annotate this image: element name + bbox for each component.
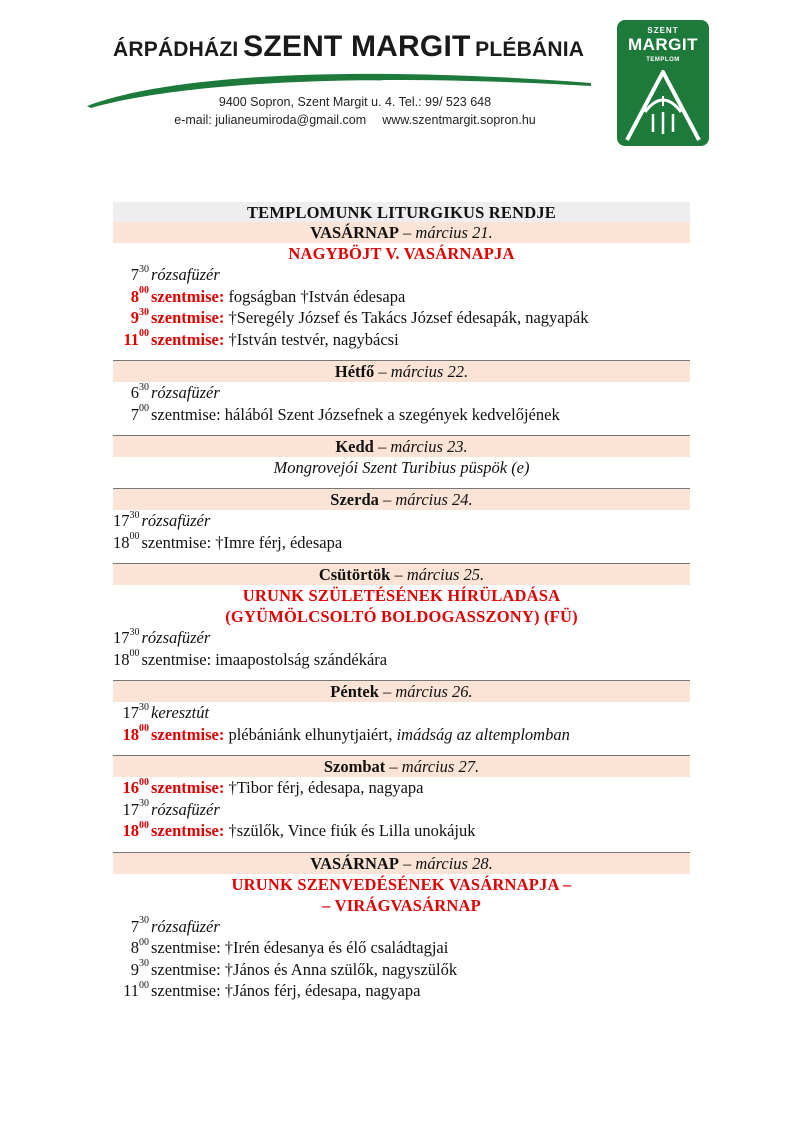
feast-title: NAGYBÖJT V. VASÁRNAPJA xyxy=(288,244,515,263)
intention-text: †István testvér, nagybácsi xyxy=(224,329,399,349)
schedule-item xyxy=(113,820,690,842)
time-hour: 6 xyxy=(130,383,139,402)
intention-text: hálából Szent Józsefnek a szegények kedvelőjének xyxy=(220,404,560,424)
schedule-item xyxy=(113,916,690,938)
title-prefix: ÁRPÁDHÁZI xyxy=(113,38,239,61)
time-minute: 00 xyxy=(139,403,149,414)
mass-label: szentmise: xyxy=(141,532,212,552)
time-hour: 17 xyxy=(122,799,139,819)
intention xyxy=(221,405,560,424)
feast-title: URUNK SZÜLETÉSÉNEK HÍRÜLADÁSA xyxy=(242,586,561,605)
intention-text: †szülők, Vince fiúk és Lilla unokájuk xyxy=(224,821,476,840)
schedule-item xyxy=(113,959,690,981)
devotion-label: rózsafüzér xyxy=(151,916,220,936)
day-name: VASÁRNAP xyxy=(310,223,399,242)
day-name: Csütörtök xyxy=(318,565,391,584)
intention xyxy=(211,533,342,552)
day-separator: – xyxy=(398,853,416,873)
day-header xyxy=(113,360,690,382)
intention xyxy=(224,821,475,840)
feast-title: – VIRÁGVASÁRNAP xyxy=(322,895,481,915)
time-hour: 18 xyxy=(113,649,130,669)
mass-label: szentmise: xyxy=(151,821,225,840)
mass-label: szentmise: xyxy=(151,286,225,306)
schedule-item xyxy=(113,264,690,286)
time xyxy=(113,916,149,938)
time-minute: 00 xyxy=(139,979,149,991)
day-name: Péntek xyxy=(330,682,379,701)
day-header xyxy=(113,222,690,243)
schedule-item xyxy=(113,702,690,724)
time-hour: 16 xyxy=(122,778,139,797)
time-minute: 30 xyxy=(139,381,149,393)
time xyxy=(113,627,140,649)
schedule-item xyxy=(113,937,690,959)
intention xyxy=(224,308,588,327)
day-separator: – xyxy=(378,490,396,509)
time-hour: 18 xyxy=(113,532,130,552)
church-icon xyxy=(623,66,703,144)
day-date: március 28. xyxy=(415,853,493,873)
schedule-item xyxy=(113,724,690,746)
day-separator: – xyxy=(374,362,391,381)
intention-text: †János férj, édesapa, nagyapa xyxy=(220,981,421,1000)
day-name: Hétfő xyxy=(334,362,375,381)
day-date: március 21. xyxy=(415,223,493,242)
contact-address: 9400 Sopron, Szent Margit u. 4. Tel.: 99/ 523 648 xyxy=(218,95,492,109)
contact-online xyxy=(120,113,590,127)
day-separator: – xyxy=(378,682,396,701)
title-suffix: PLÉBÁNIA xyxy=(475,38,585,61)
day-date: március 25. xyxy=(406,565,485,584)
day-header xyxy=(113,488,690,510)
time xyxy=(113,404,149,426)
time-minute: 00 xyxy=(139,776,149,788)
day-header xyxy=(113,755,690,777)
mass-label: szentmise: xyxy=(151,981,221,1000)
time-minute: 30 xyxy=(129,509,140,521)
devotion-label: keresztút xyxy=(151,703,210,722)
schedule-item xyxy=(113,286,690,308)
day-items xyxy=(113,627,690,680)
day-items xyxy=(113,916,690,1012)
liturgical-schedule xyxy=(113,202,690,1012)
time-minute: 30 xyxy=(139,263,149,275)
day-name: Szerda xyxy=(330,490,379,509)
schedule-item xyxy=(113,329,690,351)
parish-title xyxy=(113,30,593,64)
time-minute: 30 xyxy=(139,958,149,969)
mass-label: szentmise: xyxy=(151,959,221,979)
schedule-item xyxy=(113,404,690,426)
logo-text-szent: SZENT xyxy=(647,26,679,35)
day-separator: – xyxy=(398,223,416,242)
time-hour: 18 xyxy=(122,821,139,840)
schedule-item xyxy=(113,532,690,554)
time-hour: 7 xyxy=(130,265,139,284)
mass-label: szentmise: xyxy=(141,649,212,669)
day-header xyxy=(113,563,690,585)
devotion-label: rózsafüzér xyxy=(141,628,211,647)
time-hour: 8 xyxy=(130,938,139,957)
time xyxy=(113,777,149,799)
intention xyxy=(221,960,457,979)
time xyxy=(113,820,149,842)
time xyxy=(113,937,149,959)
time xyxy=(113,532,140,554)
day-items xyxy=(113,510,690,563)
intention-text: fogságban †István édesapa xyxy=(224,286,406,306)
time-hour: 9 xyxy=(130,959,139,979)
intention xyxy=(221,981,421,1000)
devotion-label: rózsafüzér xyxy=(151,799,220,819)
time xyxy=(113,724,149,746)
letterhead xyxy=(0,0,800,180)
schedule-item xyxy=(113,649,690,671)
intention-text: †Seregély József és Takács József édesapák, nagyapák xyxy=(224,308,589,327)
logo-text-templom: TEMPLOM xyxy=(646,57,680,63)
day-date: március 22. xyxy=(390,362,469,381)
feast-title: URUNK SZENVEDÉSÉNEK VASÁRNAPJA – xyxy=(231,874,572,894)
devotion-label: rózsafüzér xyxy=(151,265,220,284)
time xyxy=(113,286,149,308)
intention-extra: imádság az altemplomban xyxy=(396,724,570,744)
day-header xyxy=(113,680,690,702)
time-hour: 18 xyxy=(122,724,139,744)
time xyxy=(113,702,149,724)
intention xyxy=(224,287,405,306)
day-name: VASÁRNAP xyxy=(310,853,399,873)
time-minute: 30 xyxy=(139,701,149,713)
time-minute: 00 xyxy=(139,819,149,831)
time-minute: 00 xyxy=(139,723,149,734)
intention-text: imaapostolság szándékára xyxy=(211,649,388,669)
time-minute: 30 xyxy=(139,306,149,318)
logo-text-margit: MARGIT xyxy=(627,35,699,54)
intention xyxy=(224,330,398,349)
day-items xyxy=(113,382,690,435)
intention xyxy=(224,725,570,744)
time-minute: 00 xyxy=(139,936,149,948)
schedule-item xyxy=(113,510,690,532)
mass-label: szentmise: xyxy=(151,308,225,327)
intention xyxy=(211,650,387,669)
day-separator: – xyxy=(385,757,402,776)
mass-label: szentmise: xyxy=(151,329,225,349)
feast-title: (GYÜMÖLCSOLTÓ BOLDOGASSZONY) (FÜ) xyxy=(225,607,578,626)
mass-label: szentmise: xyxy=(151,778,225,797)
time xyxy=(113,329,149,351)
devotion-label: rózsafüzér xyxy=(151,383,220,402)
time-minute: 00 xyxy=(129,648,140,659)
time-hour: 9 xyxy=(130,308,139,327)
schedule-item xyxy=(113,777,690,799)
time xyxy=(113,382,149,404)
schedule-item xyxy=(113,980,690,1002)
title-main: SZENT MARGIT xyxy=(243,30,471,63)
parish-logo xyxy=(617,20,709,146)
mass-label: szentmise: xyxy=(151,724,225,744)
time-hour: 17 xyxy=(113,511,130,530)
time-hour: 7 xyxy=(130,404,139,424)
devotion-label: rózsafüzér xyxy=(141,511,211,530)
time-minute: 30 xyxy=(139,915,149,926)
schedule-title: TEMPLOMUNK LITURGIKUS RENDJE xyxy=(113,202,690,222)
intention xyxy=(224,778,423,797)
day-items xyxy=(113,264,690,360)
day-name: Szombat xyxy=(323,757,386,776)
mass-label: szentmise: xyxy=(151,404,221,424)
intention-text: †Imre férj, édesapa xyxy=(211,532,343,552)
day-date: március 23. xyxy=(390,437,468,456)
intention-text: †Irén édesanya és élő családtagjai xyxy=(220,938,449,957)
website-link[interactable]: www.szentmargit.sopron.hu xyxy=(382,113,536,127)
day-header xyxy=(113,435,690,457)
time xyxy=(113,980,149,1002)
schedule-item xyxy=(113,799,690,821)
time xyxy=(113,959,149,981)
time-hour: 11 xyxy=(123,329,139,349)
saint-memorial: Mongrovejói Szent Turibius püspök (e) xyxy=(273,458,530,477)
time xyxy=(113,649,140,671)
day-header xyxy=(113,852,690,874)
time-minute: 30 xyxy=(139,798,149,809)
intention-text: plébániánk elhunytjaiért, xyxy=(224,724,397,744)
schedule-item xyxy=(113,307,690,329)
time-hour: 17 xyxy=(122,703,139,722)
time-hour: 11 xyxy=(123,981,139,1000)
day-date: március 27. xyxy=(401,757,480,776)
intention xyxy=(221,938,449,957)
intention-text: †János és Anna szülők, nagyszülők xyxy=(220,959,458,979)
time-hour: 7 xyxy=(130,916,139,936)
day-items xyxy=(113,777,690,852)
intention-text: †Tibor férj, édesapa, nagyapa xyxy=(224,778,424,797)
time xyxy=(113,510,140,532)
time-minute: 00 xyxy=(139,328,149,339)
time xyxy=(113,264,149,286)
time xyxy=(113,307,149,329)
time-hour: 17 xyxy=(113,628,130,647)
day-separator: – xyxy=(373,437,391,456)
schedule-item xyxy=(113,382,690,404)
email-link[interactable]: e-mail: julianeumiroda@gmail.com xyxy=(174,113,367,127)
day-separator: – xyxy=(390,565,407,584)
day-date: március 26. xyxy=(395,682,473,701)
day-name: Kedd xyxy=(335,437,374,456)
mass-label: szentmise: xyxy=(151,938,221,957)
time-hour: 8 xyxy=(130,286,139,306)
time-minute: 00 xyxy=(129,531,140,542)
time-minute: 30 xyxy=(129,626,140,638)
time-minute: 00 xyxy=(139,285,149,296)
time xyxy=(113,799,149,821)
day-date: március 24. xyxy=(395,490,473,509)
day-items xyxy=(113,702,690,755)
schedule-item xyxy=(113,627,690,649)
